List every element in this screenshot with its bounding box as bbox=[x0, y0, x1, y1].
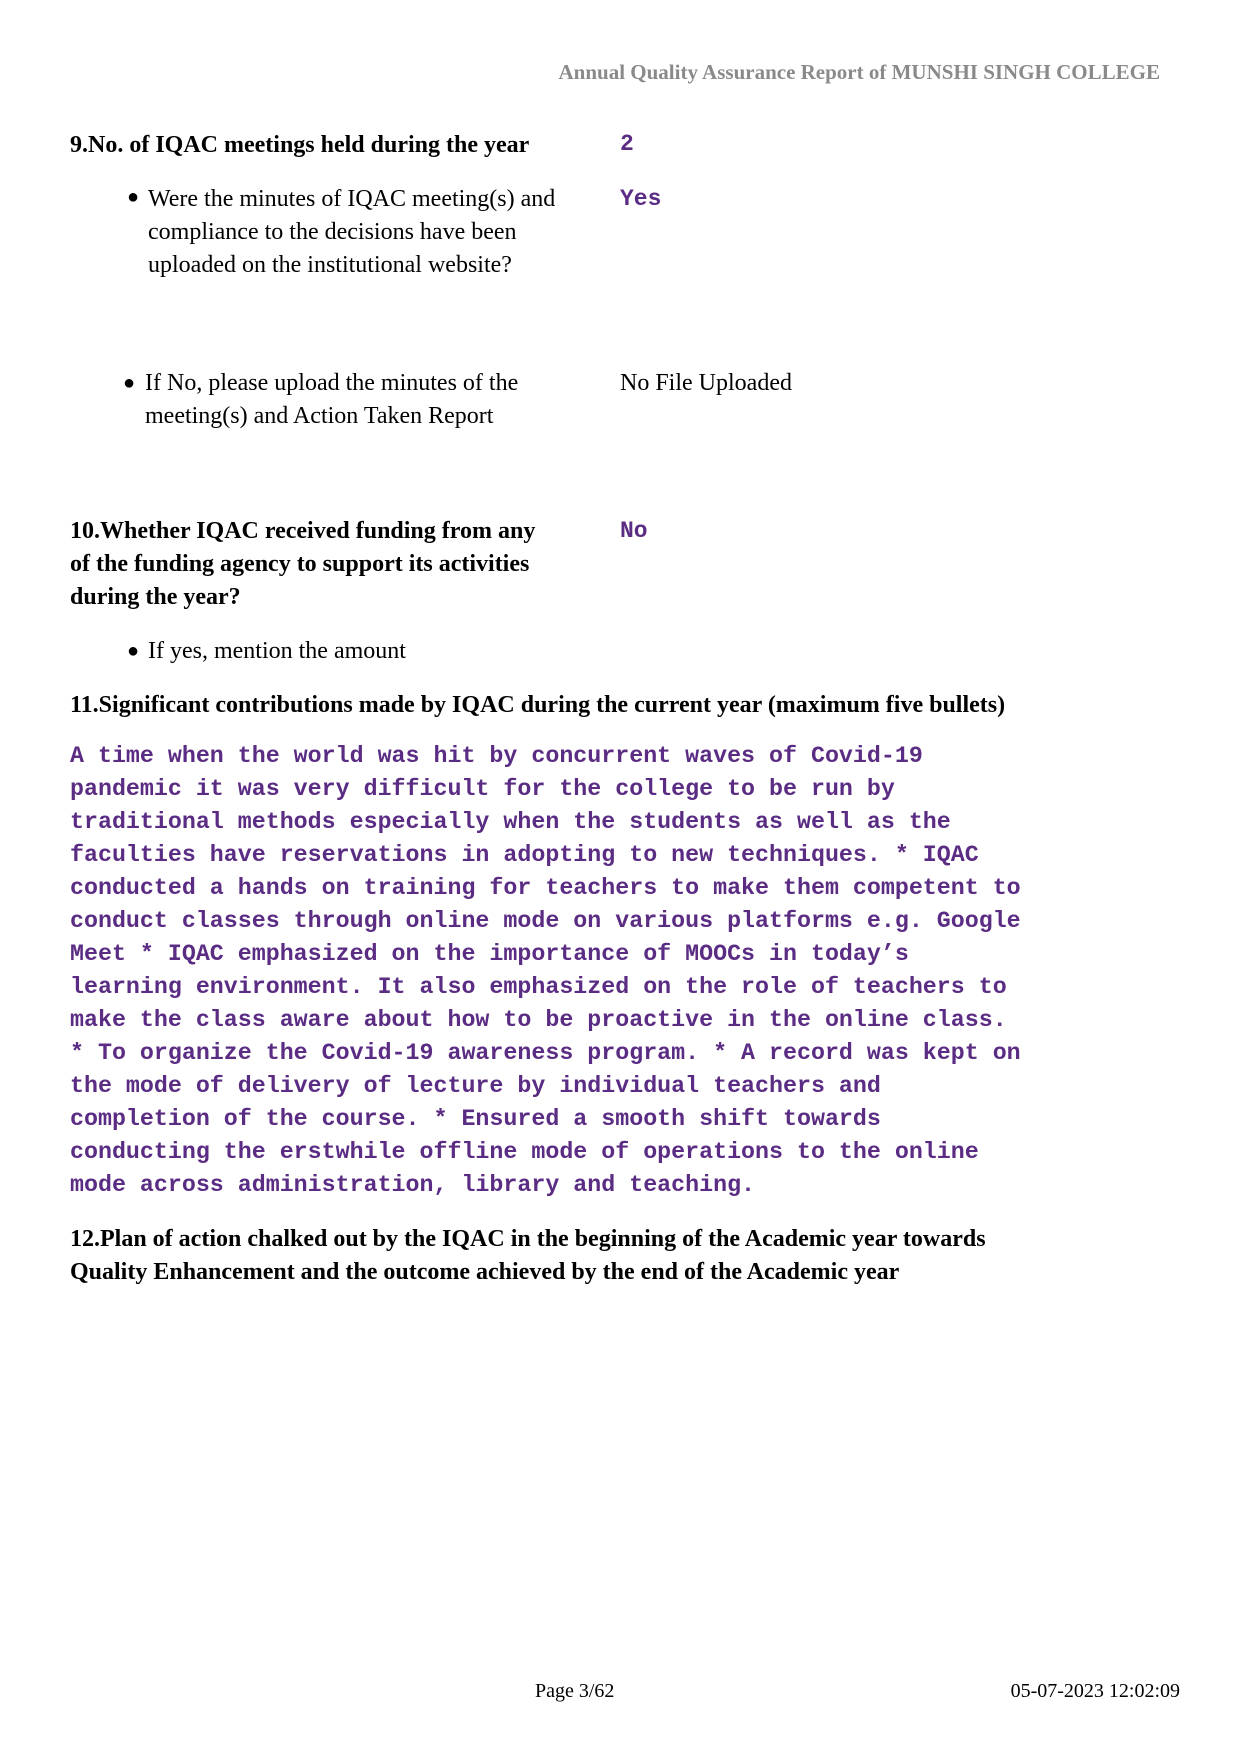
q9-sub2-question: If No, please upload the minutes of the meeting(s) and Action Taken Report bbox=[145, 370, 519, 429]
bullet-icon: ● bbox=[127, 640, 140, 662]
timestamp: 05-07-2023 12:02:09 bbox=[1010, 1680, 1180, 1702]
q9-sub1-answer: Yes bbox=[620, 186, 662, 212]
q11-answer: A time when the world was hit by concurrent waves of Covid-19 pandemic it was very difficult for the college to be run by traditional methods especially when the students as well as the faculties have reservations in adopting to new techniques. * IQAC conducted a hands on training for teachers to make them competent to conduct classes through online mode on various platforms e.g. Google Meet * IQAC emphasized on the importance of MOOCs in today’s learning environment. It also emphasized on the role of teachers to make the class aware about how to be proactive in the online class. * To organize the Covid-19 awareness program. * A record was kept on the mode of delivery of lecture by individual teachers and completion of the course. * Ensured a smooth shift towards conducting the erstwhile offline mode of operations to the online mode across administration, library and teaching. bbox=[70, 743, 1021, 1198]
q10-sub1-question: If yes, mention the amount bbox=[148, 638, 406, 664]
bullet-icon: ● bbox=[127, 186, 140, 208]
page-header: Annual Quality Assurance Report of MUNSHI SINGH COLLEGE bbox=[558, 60, 1160, 84]
q10-question: 10.Whether IQAC received funding from any of the funding agency to support its activities during the year? bbox=[70, 518, 536, 610]
bullet-icon: ● bbox=[123, 372, 136, 394]
q9-answer: 2 bbox=[620, 131, 634, 157]
q12-question: 12.Plan of action chalked out by the IQAC in the beginning of the Academic year towards Quality Enhancement and the outcome achieved by the end of the Academic year bbox=[70, 1226, 986, 1285]
q9-question: 9.No. of IQAC meetings held during the year bbox=[70, 132, 530, 158]
page-number: Page 3/62 bbox=[535, 1680, 615, 1702]
q11-question: 11.Significant contributions made by IQAC during the current year (maximum five bullets) bbox=[70, 692, 1006, 718]
q9-sub2-answer: No File Uploaded bbox=[620, 370, 792, 396]
q9-sub1-question: Were the minutes of IQAC meeting(s) and compliance to the decisions have been uploaded on the institutional website? bbox=[148, 186, 556, 278]
q10-answer: No bbox=[620, 518, 648, 544]
